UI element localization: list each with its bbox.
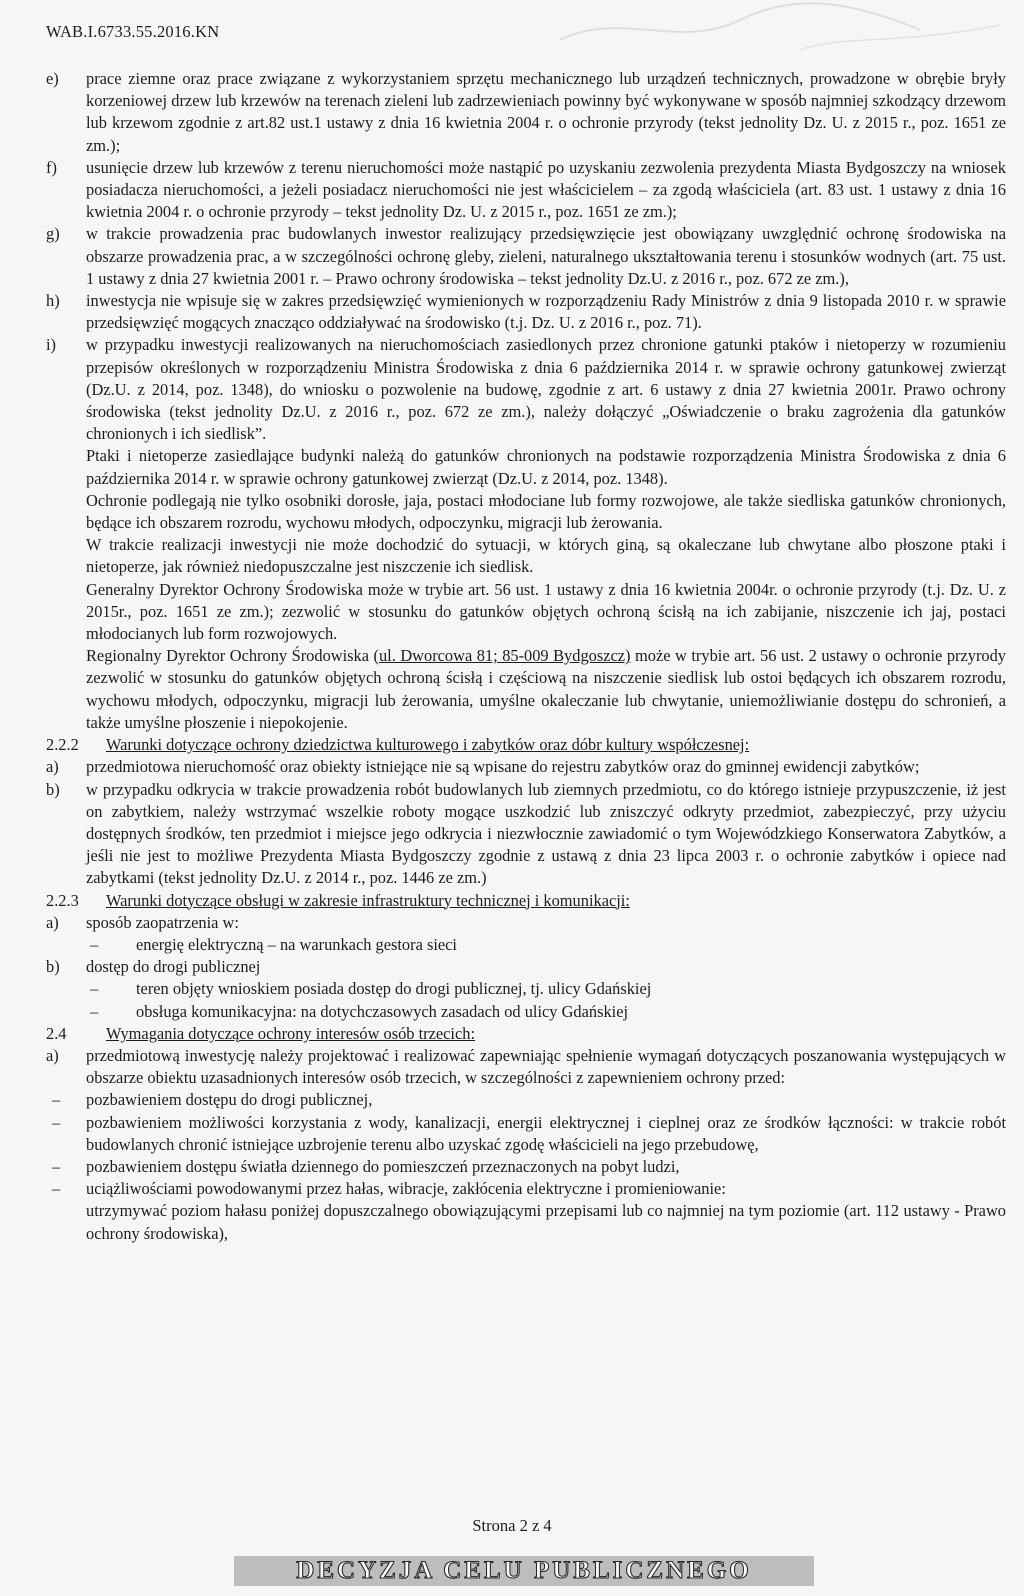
dash-item-text: pozbawieniem możliwości korzystania z wody, kanalizacji, energii elektrycznej i cieplnej oraz ze środków łączności: w trakcie robót budowlanych chronić istniejące uzbrojenie terenu albo uzyskać zgodę właścicieli na jego przebudowę, <box>86 1112 1006 1154</box>
section-heading-2-2-3 <box>46 890 1006 912</box>
dash-bullet: – <box>52 1179 61 1199</box>
paragraph-gdos: Generalny Dyrektor Ochrony Środowiska może w trybie art. 56 ust. 1 ustawy z dnia 16 kwietnia 2004r. o ochronie przyrody (t.j. Dz. U. z 2015r., poz. 1651 ze zm.); zezwolić w stosunku do gatunków objętych ochroną ścisłą na ich zabijanie, niszczenie ich jaj, postaci młodocianych lub form rozwojowych. <box>86 579 1006 644</box>
decision-title-banner <box>234 1556 814 1586</box>
list-item-a <box>46 1045 1006 1089</box>
item-text: dostęp do drogi publicznej <box>86 957 261 977</box>
list-item-g <box>46 223 1006 290</box>
dash-item-text: teren objęty wnioskiem posiada dostęp do drogi publicznej, tj. ulicy Gdańskiej <box>136 979 652 999</box>
dash-item <box>46 1178 1006 1200</box>
list-item-b <box>46 956 1006 978</box>
section-title: Warunki dotyczące obsługi w zakresie infrastruktury technicznej i komunikacji: <box>106 890 630 910</box>
section-number: 2.2.2 <box>46 735 79 755</box>
list-item-a <box>46 756 1006 778</box>
dash-item <box>46 1156 1006 1178</box>
item-label: a) <box>46 757 59 777</box>
list-item-a <box>46 912 1006 934</box>
item-text: w trakcie prowadzenia prac budowlanych inwestor realizujący przedsięwzięcie jest obowiązany uwzględnić ochronę środowiska na obszarze prowadzenia prac, a w szczególności ochronę gleby, zieleni, naturalnego ukształtowania terenu i stosunków wodnych (art. 75 ust. 1 ustawy z dnia 27 kwietnia 2001 r. – Prawo ochrony środowiska – tekst jednolity Dz.U. z 2016 r., poz. 672 ze zm.), <box>86 224 1006 288</box>
item-text: usunięcie drzew lub krzewów z terenu nieruchomości może nastąpić po uzyskaniu zezwolenia prezydenta Miasta Bydgoszczy na wniosek posiadacza nieruchomości, a jeżeli posiadacz nieruchomości nie jest właścicielem – za zgodą właściciela (art. 83 ust. 1 ustawy z dnia 16 kwietnia 2004 r. o ochronie przyrody – tekst jednolity Dz. U. z 2015 r., poz. 1651 ze zm.); <box>86 157 1006 222</box>
bleed-through-smudge <box>540 0 1020 60</box>
list-item-f <box>46 157 1006 224</box>
conditions-list-e-i <box>46 68 1006 445</box>
item-label: b) <box>46 779 60 799</box>
dash-item <box>46 1112 1006 1156</box>
section-number: 2.4 <box>46 1023 67 1043</box>
rdos-address: ul. Dworcowa 81; 85-009 Bydgoszcz) <box>378 646 631 666</box>
item-text: prace ziemne oraz prace związane z wykorzystaniem sprzętu mechanicznego lub urządzeń technicznych, prowadzone w obrębie bryły korzeniowej drzew lub krzewów na terenach zieleni lub zadrzewieniach powinny być wykonywane w sposób najmniej szkodzący drzewom lub krzewom zgodnie z art.82 ust.1 ustawy z dnia 16 kwietnia 2004 r. o ochronie przyrody (tekst jednolity Dz. U. z 2015 r., poz. 1651 ze zm.); <box>86 69 1006 155</box>
dash-item <box>46 1089 1006 1111</box>
item-text: przedmiotową inwestycję należy projektować i realizować zapewniając spełnienie wymagań dotyczących poszanowania występujących w obszarze obiektu uzasadnionych interesów osób trzecich, w szczególności z zapewnieniem ochrony przed: <box>86 1045 1006 1088</box>
section-title: Warunki dotyczące ochrony dziedzictwa kulturowego i zabytków oraz dóbr kultury współczesnej: <box>106 735 750 755</box>
dash-item-text: uciążliwościami powodowanymi przez hałas, wibracje, zakłócenia elektryczne i promieniowanie: <box>86 1179 726 1199</box>
document-reference-number: WAB.I.6733.55.2016.KN <box>46 22 220 41</box>
dash-item-text: energię elektryczną – na warunkach gestora sieci <box>136 934 457 954</box>
dash-item-text: pozbawieniem dostępu światła dziennego do pomieszczeń przeznaczonych na pobyt ludzi, <box>86 1156 680 1176</box>
dash-bullet: – <box>52 1156 61 1176</box>
banner-text: DECYZJA CELU PUBLICZNEGO <box>296 1557 752 1584</box>
dash-item-text: obsługa komunikacyjna: na dotychczasowych zasadach od ulicy Gdańskiej <box>136 1001 629 1021</box>
rdos-text-after: może w trybie art. 56 ust. 2 ustawy o ochronie przyrody zezwolić w stosunku do gatunków objętych ochroną ścisłą i częściową na niszczenie siedlisk lub ostoi będących ich obszarem rozrodu, wychowu młodych, odpoczynku, migracji lub żerowania, umyślne okaleczanie lub chwytanie, uniemożliwianie dostępu do schronień, a także umyślne płoszenie i niepokojenie. <box>86 646 1006 732</box>
dash-item <box>46 934 1006 956</box>
list-item-h <box>46 290 1006 334</box>
item-text: w przypadku odkrycia w trakcie prowadzenia robót budowlanych lub ziemnych przedmiotu, co do którego istnieje przypuszczenie, iż jest on zabytkiem, należy wstrzymać wszelkie roboty mogące uszkodzić lub zniszczyć odkryty przedmiot, zabezpieczyć, przy użyciu dostępnych środków, ten przedmiot i miejsce jego odkrycia i niezwłocznie zawiadomić o tym Wojewódzkiego Konserwatora Zabytków, a jeśli nie jest to możliwe Prezydenta Miasta Bydgoszczy zgodnie z ustawą z dnia 23 lipca 2003 r. o ochronie zabytków i opiece nad zabytkami (tekst jednolity Dz.U. z 2014 r., poz. 1446 ze zm.) <box>86 779 1006 888</box>
list-item-i <box>46 334 1006 445</box>
section-number: 2.2.3 <box>46 890 79 910</box>
dash-bullet: – <box>52 1090 61 1110</box>
dash-item-text: pozbawieniem dostępu do drogi publicznej, <box>86 1090 373 1110</box>
item-label: e) <box>46 69 59 88</box>
paragraph-prohibitions: W trakcie realizacji inwestycji nie może dochodzić do sytuacji, w których giną, są okaleczane lub chwytane albo płoszone ptaki i nietoperze, jak również niedopuszczalne jest niszczenie ich siedlisk. <box>86 535 1006 577</box>
dash-bullet: – <box>52 1112 61 1132</box>
document-body <box>46 68 1006 1245</box>
item-text: inwestycja nie wpisuje się w zakres przedsięwzięć wymienionych w rozporządzeniu Rady Ministrów z dnia 9 listopada 2010 r. w sprawie przedsięwzięć mogących znacząco oddziaływać na środowisko (t.j. Dz. U. z 2016 r., poz. 71). <box>86 291 1006 333</box>
list-item-e <box>46 68 1006 157</box>
list-item-b <box>46 779 1006 890</box>
dash-bullet: – <box>90 1001 99 1021</box>
rdos-text-before: Regionalny Dyrektor Ochrony Środowiska ( <box>86 646 379 666</box>
item-text: w przypadku inwestycji realizowanych na nieruchomościach zasiedlonych przez chronione gatunki ptaków i nietoperzy w rozumieniu przepisów określonych w rozporządzeniu Ministra Środowiska z dnia 6 października 2014 r. w sprawie ochrony gatunkowej zwierząt (Dz.U. z 2014, poz. 1348), do wniosku o pozwolenie na budowę, zgodnie z art. 6 ustawy z dnia 27 kwietnia 2001r. Prawo ochrony środowiska (tekst jednolity Dz.U. z 2016 r., poz. 672 ze zm.), należy dołączyć „Oświadczenie o braku zagrożenia dla gatunków chronionych i ich siedlisk”. <box>86 335 1006 444</box>
dash-item <box>46 978 1006 1000</box>
item-i-continuation <box>86 445 1006 734</box>
item-label: f) <box>46 157 57 177</box>
section-heading-2-2-2 <box>46 734 1006 756</box>
paragraph-protected-species: Ptaki i nietoperze zasiedlające budynki należą do gatunków chronionych na podstawie rozporządzenia Ministra Środowiska z dnia 6 października 2014 r. w sprawie ochrony gatunkowej zwierząt (Dz.U. z 2014, poz. 1348). <box>86 446 1006 488</box>
item-text: sposób zaopatrzenia w: <box>86 912 239 932</box>
item-text: przedmiotowa nieruchomość oraz obiekty istniejące nie są wpisane do rejestru zabytków oraz do gminnej ewidencji zabytków; <box>86 757 920 777</box>
dash-bullet: – <box>90 934 99 954</box>
item-label: g) <box>46 224 60 244</box>
item-label: a) <box>46 912 59 932</box>
noise-requirement-paragraph: utrzymywać poziom hałasu poniżej dopuszczalnego obowiązującymi przepisami lub co najmniej na tym poziomie (art. 112 ustawy - Prawo ochrony środowiska), <box>86 1201 1006 1243</box>
item-label: a) <box>46 1045 59 1065</box>
dash-bullet: – <box>90 979 99 999</box>
paragraph-rdos <box>86 645 1006 734</box>
dash-item <box>46 1001 1006 1023</box>
page-number: Strona 2 z 4 <box>472 1516 552 1535</box>
paragraph-protection-scope: Ochronie podlegają nie tylko osobniki dorosłe, jaja, postaci młodociane lub formy rozwojowe, ale także siedliska gatunków chronionych, będące ich obszarem rozrodu, wychowu młodych, odpoczynku, migracji lub żerowania. <box>86 490 1006 533</box>
section-title: Wymagania dotyczące ochrony interesów osób trzecich: <box>106 1023 476 1043</box>
section-heading-2-4 <box>46 1023 1006 1045</box>
item-label: h) <box>46 291 60 311</box>
item-label: b) <box>46 957 60 977</box>
item-label: i) <box>46 335 57 355</box>
